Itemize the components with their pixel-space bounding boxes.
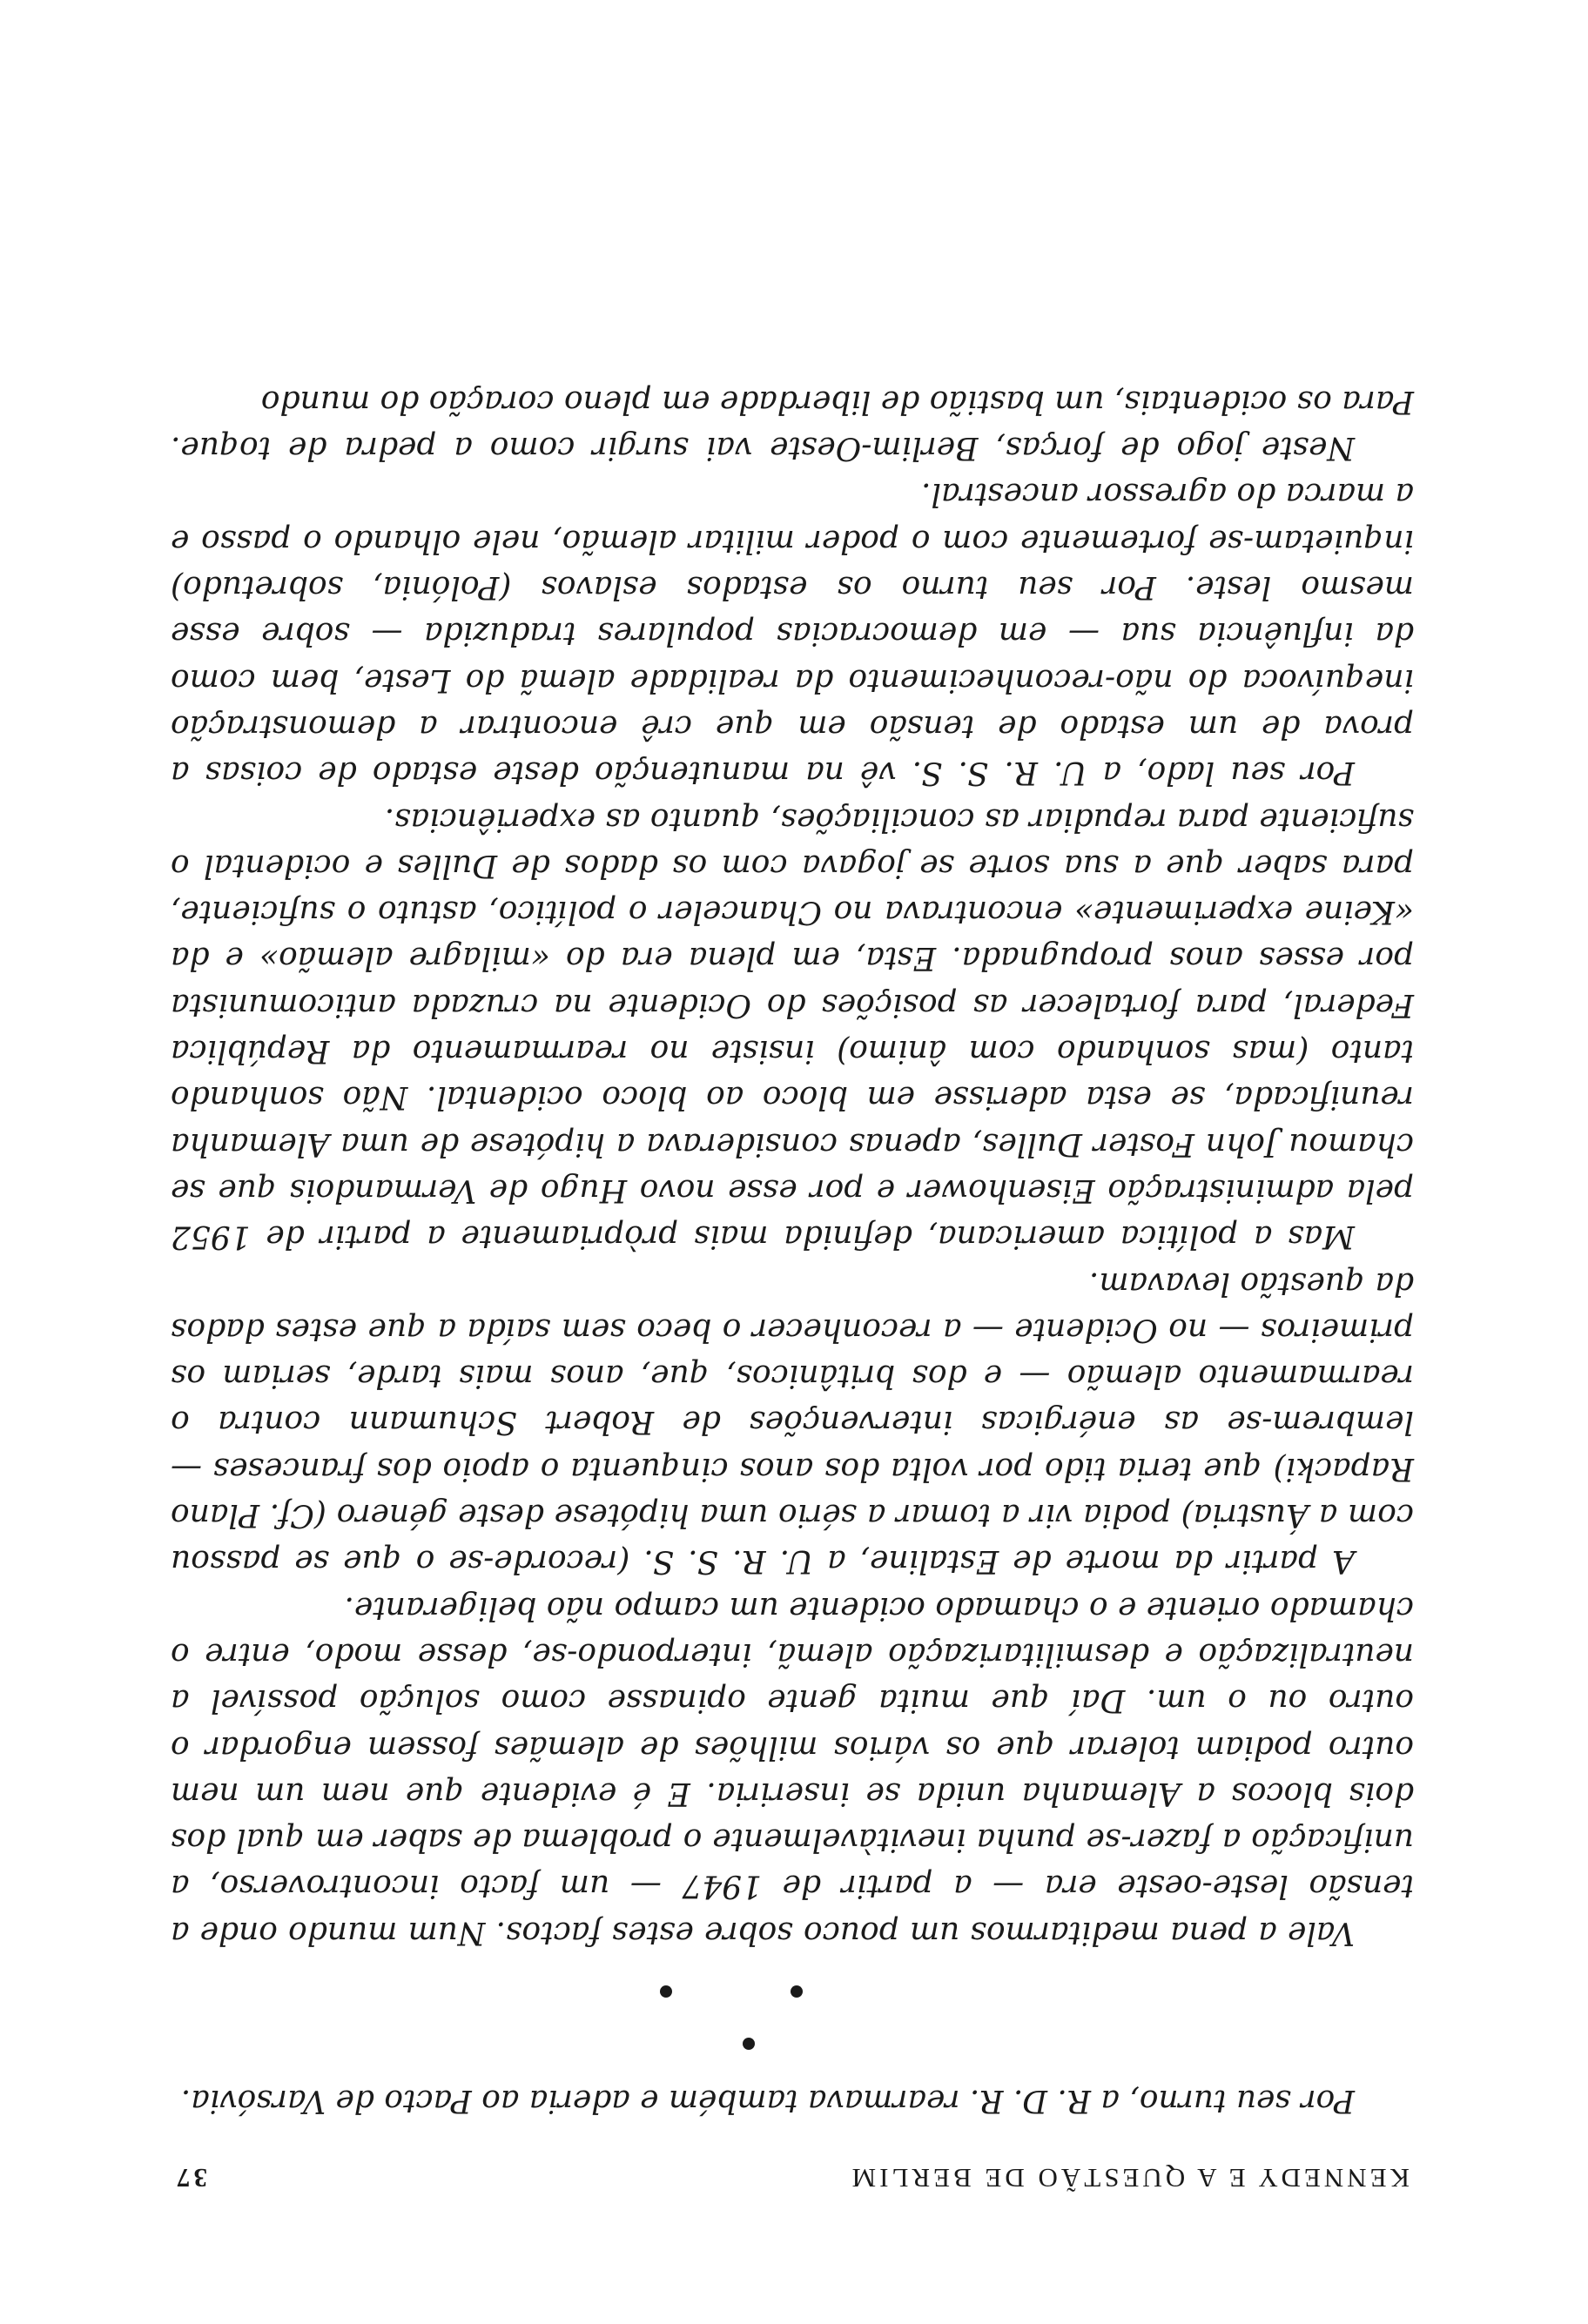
paragraph: Mas a política americana, definida mais pròpriamente a partir de 1952 pela administração Eisenhower e por esse novo Hugo de Vermandois que se chamou John Foster Dulles, apenas considerava a hipótese de uma Alemanha reunificada, se esta aderisse em bloco ao bloco ocidental. Não sonhando tanto (mas sonhando com ânimo) insiste no rearmamento da República Federal, para fortalecer as posições do Ocidente na cruzada anticomunista por esses anos propugnada. Esta, em plena era do «milagre alemão» e da «Keine experimente» encontrava no Chanceler o político, astuto o suficiente, para saber que a sua sorte se jogava com os dados de Dulles e ocidental o suficiente para repudiar as conciliações, quanto as experiências. [171,801,1414,1255]
ornament-dot-icon [791,1985,803,1998]
ornament-dot-icon [743,2038,755,2050]
running-title: KENNEDY E A QUESTÃO DE BERLIM [848,2163,1410,2193]
paragraph: Neste jogo de forças, Berlim-Oeste vai surgir como a pedra de toque. Para os ocidentais, um bastião de liberdade em pleno coração do mundo [171,383,1414,467]
page-number: 37 [173,2163,207,2193]
ornament-dot-icon [660,1985,672,1998]
running-head [173,2159,1410,2193]
section-break-ornament [171,1956,1414,2060]
paragraph: Por seu lado, a U. R. S. S. vê na manutenção deste estado de coisas a prova de um estado de tensão em que crê encontrar a demonstração inequívoca do não-reconhecimento da realidade alemã do Leste, bem como da influência sua — em democracias populares traduzida — sobre esse mesmo leste. Por seu turno os estados eslavos (Polónia, sobretudo) inquietam-se fortemente com o poder militar alemão, nele olhando o passo e a marca do agressor ancestral. [171,476,1414,791]
paragraph: Por seu turno, a R. D. R. rearmava também e aderia ao Pacto de Varsóvia. [180,2083,1355,2119]
body-text [171,379,1414,2124]
paragraph: Vale a pena meditarmos um pouco sobre estes factos. Num mundo onde a tensão leste-oeste era — a partir de 1947 — um facto incontroverso, a unificação a fazer-se punha inevitàvelmente o problema de saber em qual dos dois blocos a Alemanha unida se inseriria. E é evidente que nem um nem outro podiam tolerar que os vários milhões de alemães fossem engordar o outro ou o um. Daí que muita gente opinasse como solução possível a neutralização e desmilitarização alemã, interpondo-se, desse modo, entre o chamado oriente e o chamado ocidente um campo não beligerante. [171,1589,1414,1951]
paragraph: A partir da morte de Estaline, a U. R. S. S. (recorde-se o que se passou com a Áustria) podia vir a tomar a sério uma hipótese deste género (Cf. Plano Rapacki) que teria tido por volta dos anos cinquenta o apoio dos franceses — lembrem-se as enérgicas intervenções de Robert Schumann contra o rearmamento alemão — e dos britânicos, que, anos mais tarde, seriam os primeiros — no Ocidente — a reconhecer o beco sem saída a que estes dados da questão levavam. [171,1265,1414,1580]
